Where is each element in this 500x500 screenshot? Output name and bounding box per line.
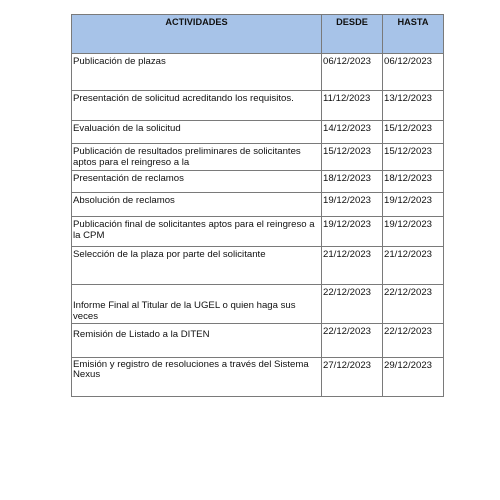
- activity-cell: Evaluación de la solicitud: [72, 121, 322, 144]
- header-hasta: HASTA: [383, 15, 444, 54]
- activity-cell: [72, 285, 322, 324]
- activity-text: Emisión y registro de resoluciones a través del Sistema Nexus: [73, 359, 309, 380]
- desde-cell: 15/12/2023: [322, 144, 383, 171]
- activity-cell: Presentación de reclamos: [72, 171, 322, 193]
- desde-cell: 06/12/2023: [322, 54, 383, 91]
- activity-text: Remisión de Listado a la DITEN: [73, 329, 210, 340]
- table-row: [72, 285, 444, 324]
- hasta-cell: 15/12/2023: [383, 121, 444, 144]
- table-row: [72, 54, 444, 91]
- activity-cell: [72, 324, 322, 358]
- hasta-cell: 06/12/2023: [383, 54, 444, 91]
- table-row: [72, 171, 444, 193]
- table-row: [72, 91, 444, 121]
- desde-cell: 19/12/2023: [322, 193, 383, 217]
- table-row: [72, 144, 444, 171]
- header-desde: DESDE: [322, 15, 383, 54]
- hasta-cell: 13/12/2023: [383, 91, 444, 121]
- desde-cell: 11/12/2023: [322, 91, 383, 121]
- table-row: [72, 193, 444, 217]
- hasta-cell: 19/12/2023: [383, 193, 444, 217]
- activity-cell: Selección de la plaza por parte del solicitante: [72, 247, 322, 285]
- table-row: [72, 324, 444, 358]
- header-actividades: ACTIVIDADES: [72, 15, 322, 54]
- desde-cell: 14/12/2023: [322, 121, 383, 144]
- hasta-cell: 21/12/2023: [383, 247, 444, 285]
- table-row: [72, 217, 444, 247]
- hasta-cell: 19/12/2023: [383, 217, 444, 247]
- desde-cell: 18/12/2023: [322, 171, 383, 193]
- desde-cell: 22/12/2023: [322, 324, 383, 358]
- hasta-cell: 22/12/2023: [383, 285, 444, 324]
- activity-cell: [72, 358, 322, 397]
- activity-cell: Publicación final de solicitantes aptos para el reingreso a la CPM: [72, 217, 322, 247]
- table-header-row: [72, 15, 444, 54]
- activity-cell: Publicación de plazas: [72, 54, 322, 91]
- hasta-cell: 29/12/2023: [383, 358, 444, 397]
- desde-cell: 27/12/2023: [322, 358, 383, 397]
- desde-cell: 19/12/2023: [322, 217, 383, 247]
- desde-cell: 21/12/2023: [322, 247, 383, 285]
- activity-text: Informe Final al Titular de la UGEL o quien haga sus veces: [73, 300, 296, 322]
- activity-cell: Presentación de solicitud acreditando los requisitos.: [72, 91, 322, 121]
- activity-cell: Absolución de reclamos: [72, 193, 322, 217]
- table-row: [72, 247, 444, 285]
- schedule-table: [71, 14, 444, 397]
- hasta-cell: 18/12/2023: [383, 171, 444, 193]
- table-row: [72, 358, 444, 397]
- hasta-cell: 22/12/2023: [383, 324, 444, 358]
- hasta-cell: 15/12/2023: [383, 144, 444, 171]
- desde-cell: 22/12/2023: [322, 285, 383, 324]
- activity-cell: Publicación de resultados preliminares de solicitantes aptos para el reingreso a la: [72, 144, 322, 171]
- table-row: [72, 121, 444, 144]
